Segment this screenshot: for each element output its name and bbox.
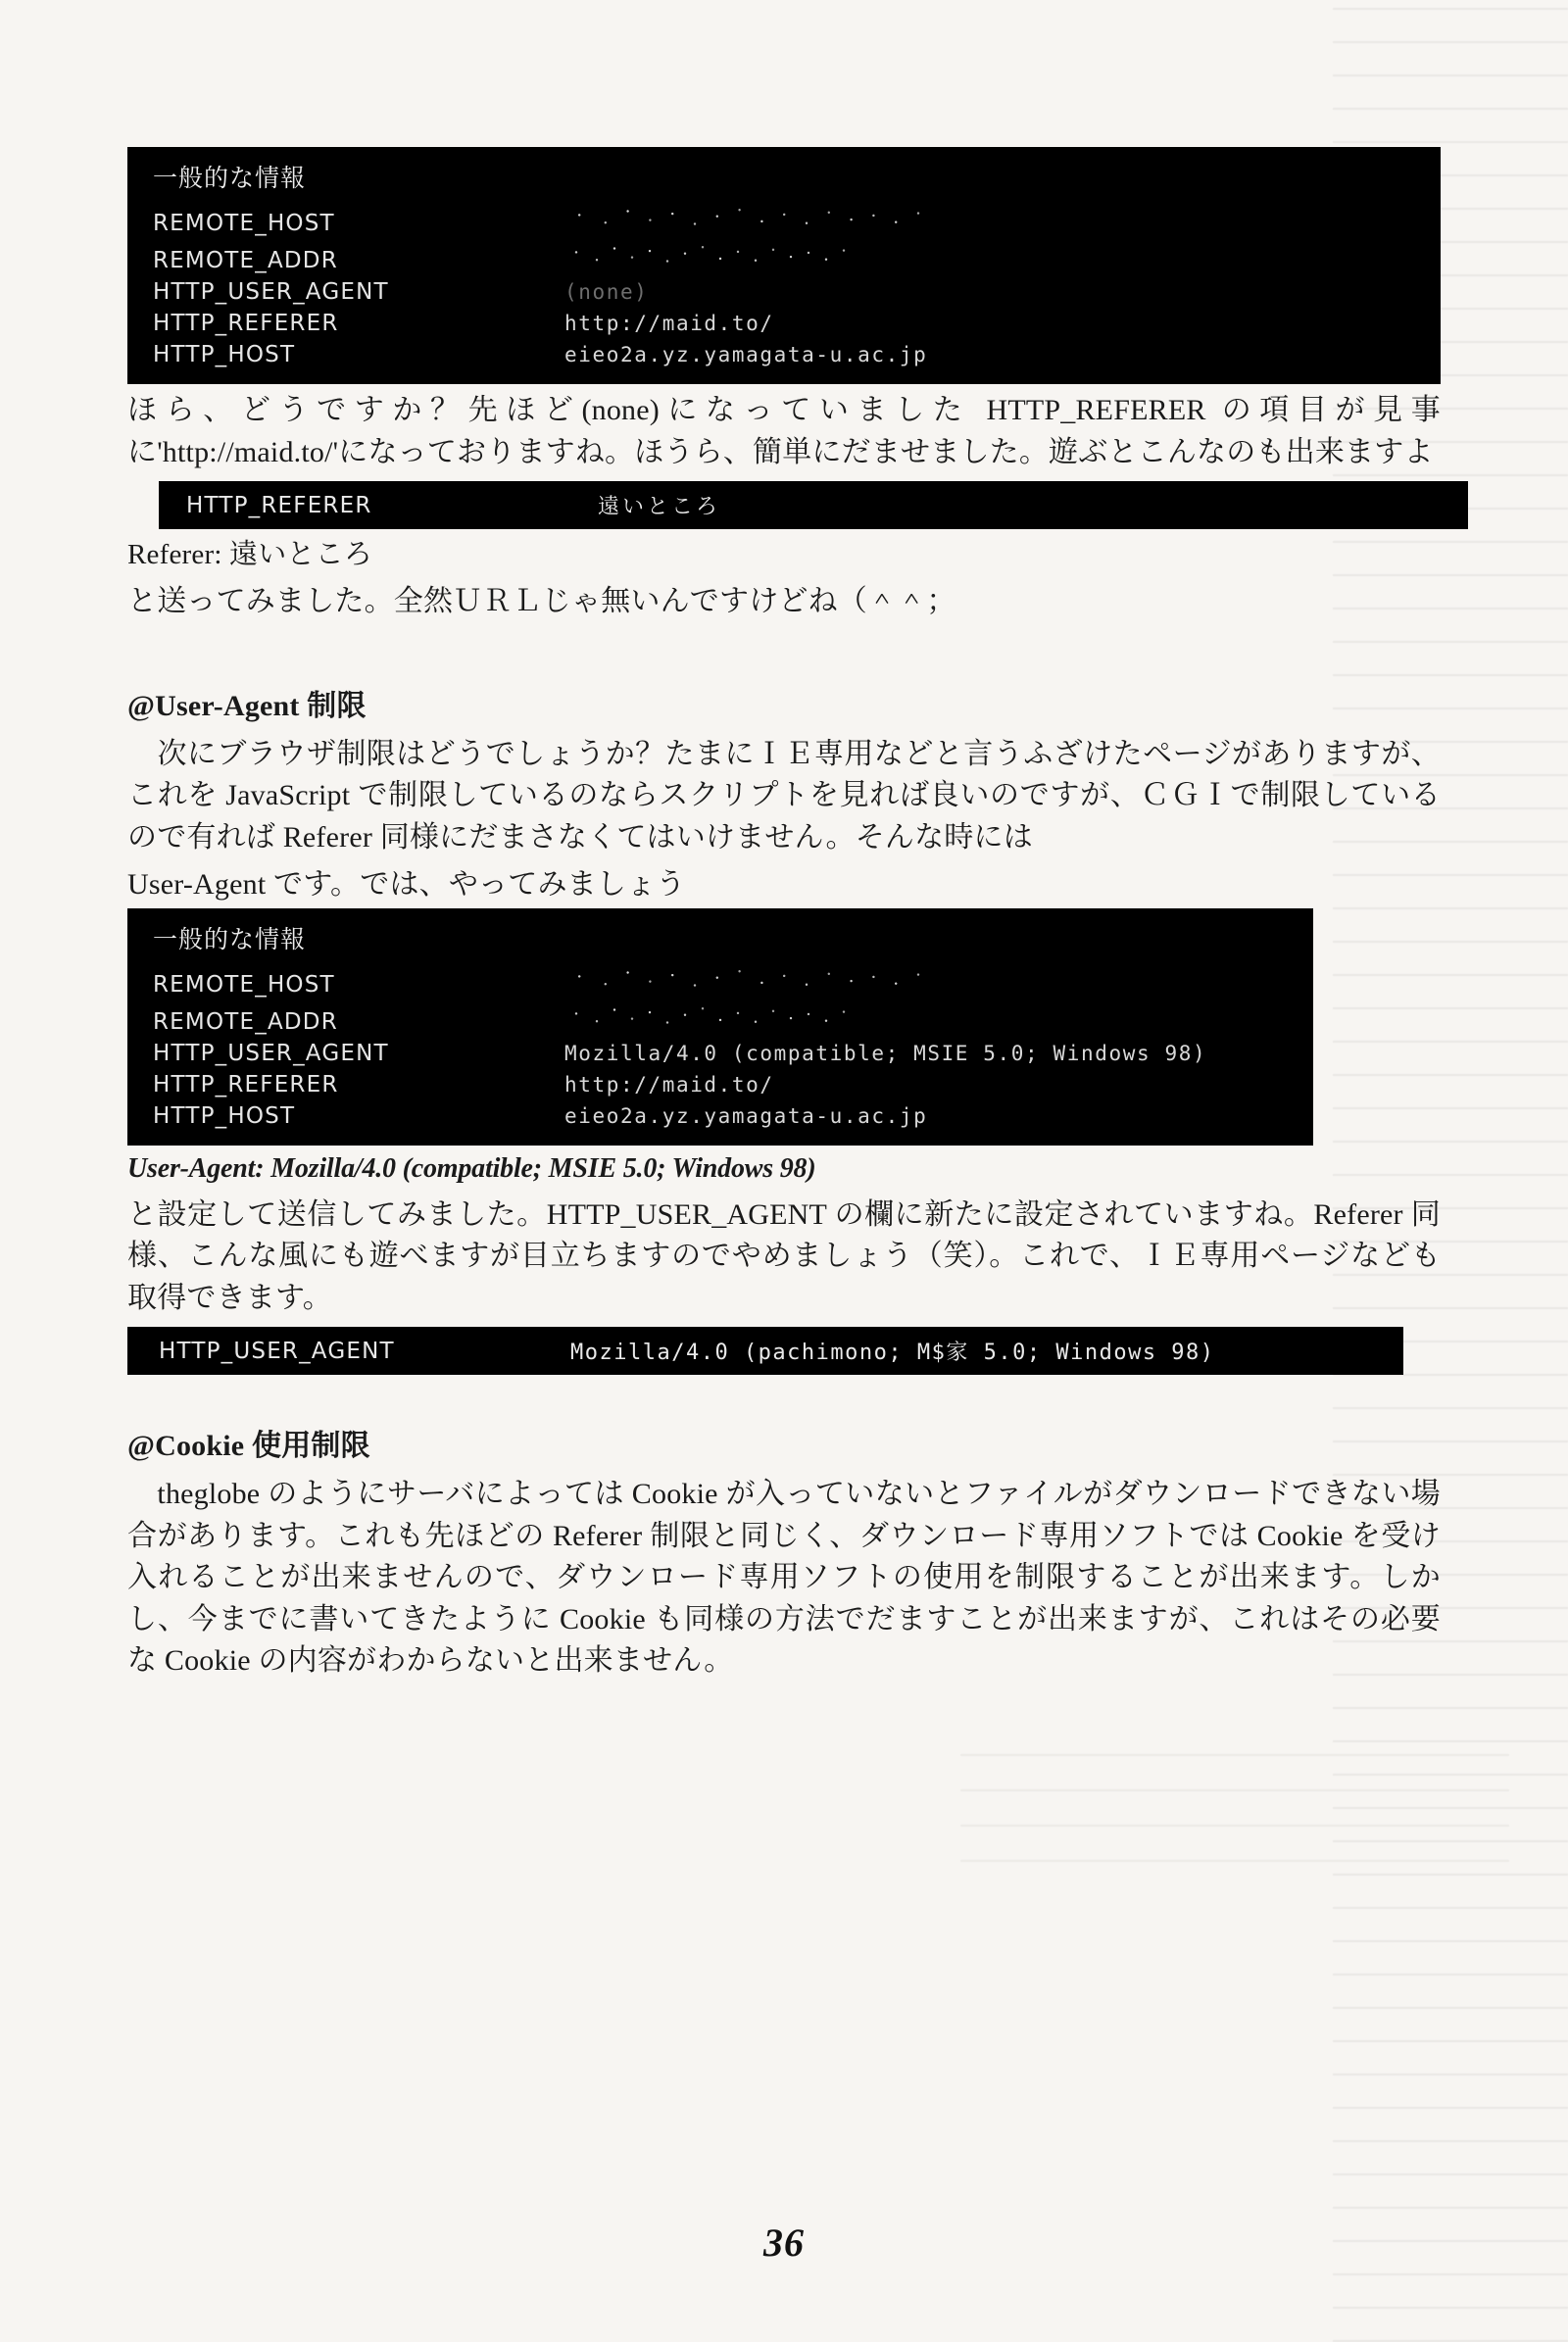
field-value: Mozilla/4.0 (compatible; MSIE 5.0; Windows 98) bbox=[564, 1041, 1207, 1065]
table-row bbox=[127, 276, 1441, 308]
table-row bbox=[127, 308, 1441, 339]
section-heading-user-agent: @User-Agent 制限 bbox=[127, 689, 367, 722]
table-row bbox=[127, 339, 1441, 370]
paragraph-cookie-body: theglobe のようにサーバによっては Cookie が入っていないとファイルがダウンロードできない場合があります。これも先ほどの Referer 制限と同じく、ダウンロード専用ソフトでは Cookie を受け入れることが出来ませんので、ダウンロード専用ソフトの使用を制限することが出来ます。しかし、今までに書いてきたように Cookie も同様の方法でだますことが出来ますが、これはその必要な Cookie の内容がわからないと出来ません。 bbox=[127, 1478, 1441, 1678]
caption-user-agent: User-Agent: Mozilla/4.0 (compatible; MSIE 5.0; Windows 98) bbox=[127, 1152, 816, 1184]
field-key: HTTP_REFERER bbox=[153, 1071, 339, 1098]
field-key: HTTP_HOST bbox=[153, 342, 296, 367]
field-value-redacted bbox=[564, 1003, 858, 1029]
page-number: 36 bbox=[763, 2220, 805, 2265]
server-info-screenshot-1 bbox=[127, 147, 1441, 384]
page-content bbox=[127, 147, 1441, 1684]
field-value: http://maid.to/ bbox=[564, 1072, 774, 1097]
field-key: HTTP_USER_AGENT bbox=[159, 1338, 395, 1364]
screenshot-2-title: 一般的な情報 bbox=[153, 924, 307, 953]
spacer bbox=[127, 1381, 1441, 1392]
field-value: http://maid.to/ bbox=[564, 312, 774, 335]
paragraph-user-agent-lead: User-Agent です。では、やってみましょう bbox=[127, 868, 686, 902]
field-value: eieo2a.yz.yamagata-u.ac.jp bbox=[564, 343, 928, 366]
paragraph-referer-comment: と送ってみました。全然ＵＲＬじゃ無いんですけどね（＾＾； bbox=[127, 585, 956, 618]
field-key: HTTP_HOST bbox=[153, 1102, 296, 1129]
field-value-redacted bbox=[564, 205, 937, 230]
paragraph-user-agent-result: と設定して送信してみました。HTTP_USER_AGENT の欄に新たに設定されていますね。Referer 同様、こんな風にも遊べますが目立ちますのでやめましょう（笑）。これで、ＩＥ専用ページなども取得できます。 bbox=[127, 1197, 1441, 1314]
field-value-redacted bbox=[564, 966, 937, 992]
spacer bbox=[127, 625, 1441, 653]
bleed-through-texture-mid bbox=[960, 1725, 1509, 1862]
field-key: HTTP_REFERER bbox=[153, 311, 339, 336]
field-key: REMOTE_HOST bbox=[153, 211, 335, 236]
user-agent-strip bbox=[127, 1327, 1403, 1375]
paragraph-user-agent-body: 次にブラウザ制限はどうでしょうか？たまにＩＥ専用などと言うふざけたページがありますが、これを JavaScript で制限しているのならスクリプトを見れば良いのですが、ＣＧＩで制限しているので有れば Referer 同様にだまさなくてはいけません。そんな時には bbox=[127, 737, 1441, 854]
paragraph-referer-result: ほら、どうですか？先ほど(none)になっていました HTTP_REFERER の項目が見事に'http://maid.to/'になっておりますね。ほうら、簡単にだませました。遊ぶとこんなのも出来ますよ bbox=[127, 394, 1441, 468]
field-key: HTTP_USER_AGENT bbox=[153, 1040, 389, 1066]
field-key: REMOTE_HOST bbox=[153, 971, 335, 998]
field-value-redacted bbox=[564, 242, 858, 268]
table-row bbox=[127, 1000, 1313, 1038]
field-value: Mozilla/4.0 (pachimono; M$家 5.0; Windows 98) bbox=[570, 1341, 1215, 1366]
field-key: REMOTE_ADDR bbox=[153, 1008, 338, 1035]
table-row bbox=[127, 239, 1441, 276]
screenshot-1-title: 一般的な情報 bbox=[153, 164, 307, 192]
field-key: HTTP_REFERER bbox=[186, 492, 372, 518]
table-row bbox=[127, 1069, 1313, 1100]
field-value: 遠いところ bbox=[598, 495, 721, 520]
section-heading-cookie: @Cookie 使用制限 bbox=[127, 1430, 370, 1463]
caption-referer: Referer: 遠いところ bbox=[127, 539, 373, 571]
server-info-screenshot-2 bbox=[127, 908, 1313, 1146]
table-row bbox=[127, 202, 1441, 239]
field-key: HTTP_USER_AGENT bbox=[153, 279, 389, 305]
referer-strip bbox=[159, 481, 1468, 529]
field-value: (none) bbox=[564, 280, 649, 304]
table-row bbox=[127, 963, 1313, 1000]
table-row bbox=[127, 1038, 1313, 1069]
table-row bbox=[127, 1100, 1313, 1132]
field-key: REMOTE_ADDR bbox=[153, 248, 338, 273]
field-value: eieo2a.yz.yamagata-u.ac.jp bbox=[564, 1103, 928, 1128]
